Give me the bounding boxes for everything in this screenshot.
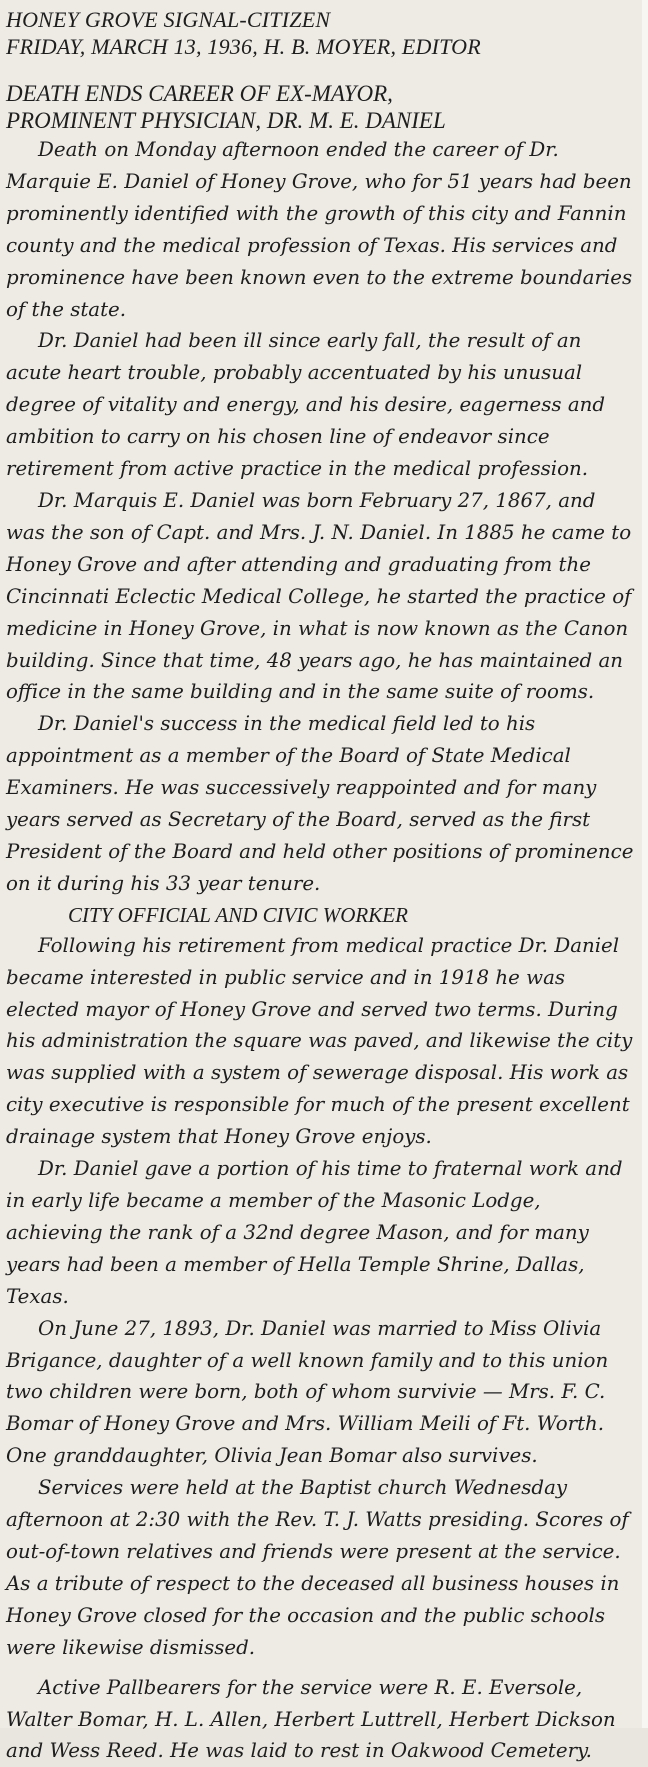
article-paragraph-7: On June 27, 1893, Dr. Daniel was married to Miss Olivia Brigance, daughter of a well known family and to this union two children were born, both of whom survivie — Mrs. F. C. Bomar of Honey Grove and Mrs. William Meili of Ft. Worth. One granddaughter, Olivia Jean Bomar also survives. <box>6 1316 609 1468</box>
masthead-date-editor: FRIDAY, MARCH 13, 1936, H. B. MOYER, EDITOR <box>6 34 481 59</box>
masthead-newspaper-name: HONEY GROVE SIGNAL-CITIZEN <box>6 7 331 32</box>
article-paragraph-1: Death on Monday afternoon ended the career of Dr. Marquie E. Daniel of Honey Grove, who for 51 years had been prominently identified with the growth of this city and Fannin county and the medical profession of Texas. His services and prominence have been known even to the extreme boundaries of the state. <box>6 138 633 321</box>
article-paragraph-2: Dr. Daniel had been ill since early fall, the result of an acute heart trouble, probably accentuated by his unusual degree of vitality and energy, and his desire, eagerness and ambition to carry on his chosen line of endeavor since retirement from active practice in the medical profession. <box>6 329 606 481</box>
headline-line-1: DEATH ENDS CAREER OF EX-MAYOR, <box>6 81 393 106</box>
article-paragraph-6: Dr. Daniel gave a portion of his time to fraternal work and in early life became a member of the Masonic Lodge, achieving the rank of a 32nd degree Mason, and for many years had been a member of Hella Temple Shrine, Dallas, Texas. <box>6 1157 623 1308</box>
article-paragraph-8: Services were held at the Baptist church Wednesday afternoon at 2:30 with the Rev. T. J. Watts presiding. Scores of out-of-town relatives and friends were present at the service. As a tribute of respect to the deceased all business houses in Honey Grove closed for the occasion and the public schools were likewise dismissed. <box>6 1476 629 1659</box>
article-paragraph-5: Following his retirement from medical practice Dr. Daniel became interested in public service and in 1918 he was elected mayor of Honey Grove and served two terms. During his administration the square was paved, and likewise the city was supplied with a system of sewerage disposal. His work as city executive is responsible for much of the present excellent drainage system that Honey Grove enjoys. <box>6 933 633 1149</box>
article-paragraph-4: Dr. Daniel's success in the medical field led to his appointment as a member of the Board of State Medical Examiners. He was successively reappointed and for many years served as Secretary of the Board, served as the first President of the Board and held other positions of prominence on it during his 33 year tenure. <box>6 712 634 895</box>
headline-line-2: PROMINENT PHYSICIAN, DR. M. E. DANIEL <box>6 108 446 133</box>
article-paragraph-9: Active Pallbearers for the service were R. E. Eversole, Walter Bomar, H. L. Allen, Herbert Luttrell, Herbert Dickson and Wess Reed. He was laid to rest in Oakwood Cemetery. <box>6 1675 616 1763</box>
paper-edge <box>642 0 648 1728</box>
article-paragraph-3: Dr. Marquis E. Daniel was born February 27, 1867, and was the son of Capt. and Mrs. J. N. Daniel. In 1885 he came to Honey Grove and after attending and graduating from the Cincinnati Eclectic Medical College, he started the practice of medicine in Honey Grove, in what is now known as the Canon building. Since that time, 48 years ago, he has maintained an office in the same building and in the same suite of rooms. <box>6 488 632 704</box>
paragraph-gap <box>6 1664 638 1672</box>
article-subheading: CITY OFFICIAL AND CIVIC WORKER <box>68 902 408 927</box>
